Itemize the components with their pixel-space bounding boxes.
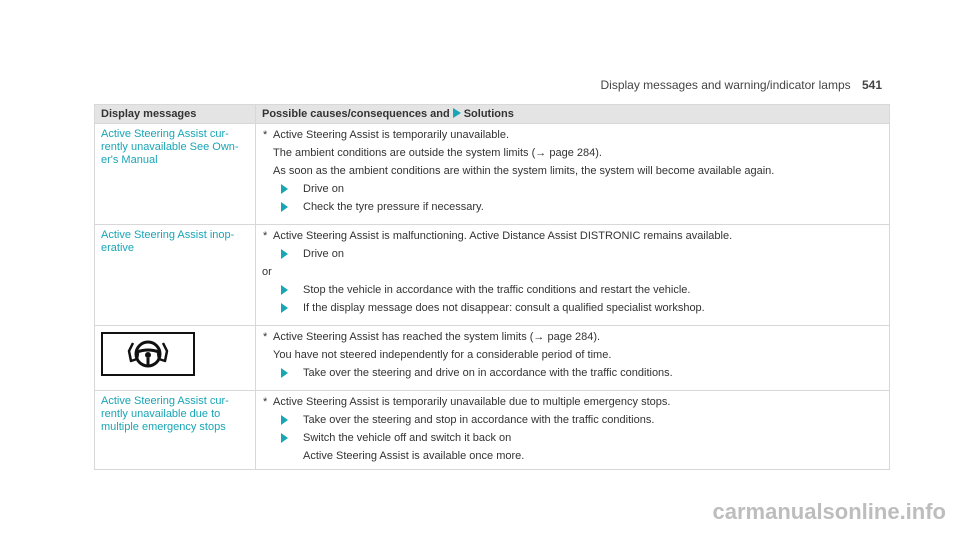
column-header-causes-prefix: Possible causes/consequences and xyxy=(262,108,450,120)
solution-step xyxy=(273,431,882,445)
cause-text: Active Steering Assist is temporarily unavailable due to multiple emergency stops. xyxy=(273,396,671,409)
solution-step xyxy=(273,247,882,261)
table-row xyxy=(95,326,890,391)
bullet-star: * xyxy=(263,129,268,142)
causes-cell xyxy=(256,391,890,470)
table-row xyxy=(95,225,890,326)
solution-step xyxy=(273,182,882,196)
step-arrow-icon xyxy=(281,433,288,443)
watermark: carmanualsonline.info xyxy=(712,499,946,524)
step-arrow-icon xyxy=(281,415,288,425)
step-text: Drive on xyxy=(303,183,344,196)
cause-item xyxy=(262,395,882,409)
solution-step xyxy=(273,366,882,380)
page-number: 541 xyxy=(861,78,882,92)
causes-cell xyxy=(256,124,890,225)
table-header-row xyxy=(95,105,890,124)
steering-wheel-hands-icon xyxy=(101,332,195,376)
bullet-star: * xyxy=(263,396,268,409)
cause-text: Active Steering Assist has reached the system limits (→ page 284). xyxy=(273,331,601,344)
display-message: Active Steering Assist cur- rently unavailable due to multiple emergency stops xyxy=(101,395,229,434)
cause-item xyxy=(262,330,882,344)
step-text: Take over the steering and stop in accordance with the traffic conditions. xyxy=(303,414,655,427)
step-arrow-icon xyxy=(281,285,288,295)
step-arrow-icon xyxy=(281,202,288,212)
step-arrow-icon xyxy=(281,184,288,194)
cause-detail: The ambient conditions are outside the system limits (→ page 284). xyxy=(273,147,602,160)
result-text: Active Steering Assist is available once more. xyxy=(303,450,525,463)
table-row xyxy=(95,391,890,470)
cause-text: Active Steering Assist is malfunctioning. Active Distance Assist DISTRONIC remains available. xyxy=(273,230,733,243)
cause-item xyxy=(262,229,882,243)
solution-step xyxy=(273,200,882,214)
step-text: Take over the steering and drive on in accordance with the traffic conditions. xyxy=(303,367,673,380)
message-cell xyxy=(95,326,256,391)
display-message: Active Steering Assist inop- erative xyxy=(101,229,235,255)
or-text: or xyxy=(262,266,272,279)
display-message: Active Steering Assist cur- rently unavailable See Own- er's Manual xyxy=(101,128,239,167)
page-header-title: Display messages and warning/indicator lamps xyxy=(600,78,851,92)
causes-cell xyxy=(256,326,890,391)
step-text: If the display message does not disappear: consult a qualified specialist workshop. xyxy=(303,302,705,315)
step-arrow-icon xyxy=(281,368,288,378)
solution-step xyxy=(273,301,882,315)
step-text: Switch the vehicle off and switch it back on xyxy=(303,432,512,445)
column-header-messages: Display messages xyxy=(95,105,256,124)
table-row xyxy=(95,124,890,225)
bullet-star: * xyxy=(263,331,268,344)
step-text: Stop the vehicle in accordance with the traffic conditions and restart the vehicle. xyxy=(303,284,691,297)
solution-step xyxy=(273,413,882,427)
bullet-star: * xyxy=(263,230,268,243)
step-arrow-icon xyxy=(281,303,288,313)
solution-step xyxy=(273,283,882,297)
message-cell xyxy=(95,225,256,326)
display-messages-table xyxy=(94,104,890,470)
message-cell xyxy=(95,124,256,225)
message-cell xyxy=(95,391,256,470)
column-header-causes-suffix: Solutions xyxy=(463,108,514,120)
cause-detail: As soon as the ambient conditions are within the system limits, the system will become available again. xyxy=(273,165,775,178)
step-arrow-icon xyxy=(281,249,288,259)
step-text: Drive on xyxy=(303,248,344,261)
solution-arrow-icon xyxy=(453,108,461,118)
step-text: Check the tyre pressure if necessary. xyxy=(303,201,484,214)
causes-cell xyxy=(256,225,890,326)
page-header xyxy=(601,78,883,92)
cause-item xyxy=(262,128,882,142)
cause-detail: You have not steered independently for a considerable period of time. xyxy=(273,349,612,362)
cause-text: Active Steering Assist is temporarily unavailable. xyxy=(273,129,509,142)
column-header-causes xyxy=(256,105,890,124)
